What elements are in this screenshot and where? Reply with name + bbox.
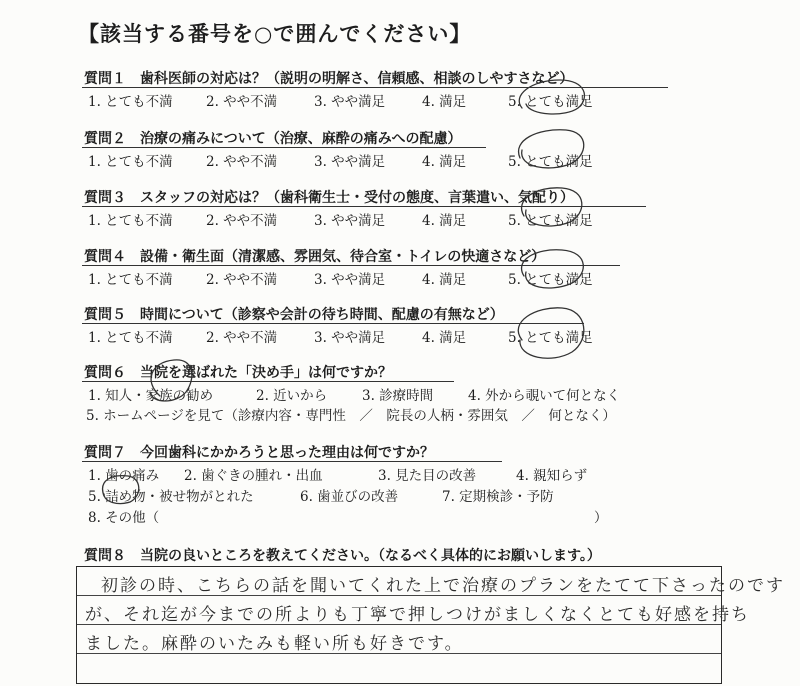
q5-title xyxy=(84,304,504,324)
q7-number: 質問７ xyxy=(84,445,126,461)
q1-text: 歯科医師の対応は？（説明の明解さ、信頼感、相談のしやすさなど） xyxy=(140,71,574,87)
q2-option-2[interactable]: 2. やや不満 xyxy=(206,154,278,170)
q1-title xyxy=(84,68,573,88)
q2-option-1[interactable]: 1. とても不満 xyxy=(88,154,173,170)
q6-number: 質問６ xyxy=(84,365,126,381)
q1-option-3[interactable]: 3. やや満足 xyxy=(314,94,386,110)
q7-option-8-close: ） xyxy=(594,510,608,526)
survey-header: 【該当する番号を○で囲んでください】 xyxy=(78,22,472,46)
q4-option-3[interactable]: 3. やや満足 xyxy=(314,272,386,288)
q5-underline xyxy=(82,323,584,324)
q4-option-1[interactable]: 1. とても不満 xyxy=(88,272,173,288)
q3-text: スタッフの対応は？（歯科衛生士・受付の態度、言葉遣い、気配り） xyxy=(140,190,574,206)
q6-option-1[interactable]: 1. 知人・家族の勧め xyxy=(88,388,214,404)
q6-option-5[interactable]: 5. ホームページを見て（診療内容・専門性 ／ 院長の人柄・雰囲気 ／ 何となく） xyxy=(86,408,616,424)
q6-underline xyxy=(82,381,454,382)
q1-number: 質問１ xyxy=(84,71,126,87)
q6-option-4[interactable]: 4. 外から覗いて何となく xyxy=(468,388,621,404)
q7-option-7[interactable]: 7. 定期検診・予防 xyxy=(442,489,554,505)
q8-answer-box[interactable] xyxy=(76,566,785,684)
q3-option-3[interactable]: 3. やや満足 xyxy=(314,213,386,229)
q5-option-1[interactable]: 1. とても不満 xyxy=(88,330,173,346)
q8-number: 質問８ xyxy=(84,548,126,564)
q4-option-4[interactable]: 4. 満足 xyxy=(422,272,467,288)
q6-option-2[interactable]: 2. 近いから xyxy=(256,388,328,404)
q6-option-3[interactable]: 3. 診療時間 xyxy=(362,388,434,404)
q7-option-1[interactable]: 1. 歯の痛み xyxy=(88,468,160,484)
q4-option-5[interactable]: 5. とても満足 xyxy=(508,272,593,288)
handwritten-answer-line-3: ました。麻酔のいたみも軽い所も好きです。 xyxy=(85,634,464,654)
q1-option-2[interactable]: 2. やや不満 xyxy=(206,94,278,110)
q2-option-5[interactable]: 5. とても満足 xyxy=(508,154,593,170)
q3-option-5[interactable]: 5. とても満足 xyxy=(508,213,593,229)
q1-underline xyxy=(82,87,668,88)
q2-number: 質問２ xyxy=(84,131,126,147)
q3-title xyxy=(84,187,574,207)
q1-option-5[interactable]: 5. とても満足 xyxy=(508,94,593,110)
q5-text: 時間について（診察や会計の待ち時間、配慮の有無など） xyxy=(140,307,504,323)
q4-number: 質問４ xyxy=(84,249,126,265)
q7-option-4[interactable]: 4. 親知らず xyxy=(516,468,588,484)
q7-option-5[interactable]: 5. 詰め物・被せ物がとれた xyxy=(88,489,254,505)
q2-text: 治療の痛みについて（治療、麻酔の痛みへの配慮） xyxy=(140,131,462,147)
q7-text: 今回歯科にかかろうと思った理由は何ですか？ xyxy=(140,445,434,461)
q2-option-3[interactable]: 3. やや満足 xyxy=(314,154,386,170)
handwritten-answer-line-2: が、それ迄が今までの所よりも丁寧で押しつけがましくなくとても好感を持ち xyxy=(85,605,750,625)
q7-option-2[interactable]: 2. 歯ぐきの腫れ・出血 xyxy=(184,468,323,484)
q8-text: 当院の良いところを教えてください。（なるべく具体的にお願いします。） xyxy=(140,548,601,564)
q3-underline xyxy=(82,206,646,207)
q5-number: 質問５ xyxy=(84,307,126,323)
q2-option-4[interactable]: 4. 満足 xyxy=(422,154,467,170)
q8-title xyxy=(84,545,601,565)
q4-option-2[interactable]: 2. やや不満 xyxy=(206,272,278,288)
q2-title xyxy=(84,128,461,148)
q4-title xyxy=(84,246,545,266)
q2-underline xyxy=(82,147,486,148)
q3-option-1[interactable]: 1. とても不満 xyxy=(88,213,173,229)
q1-option-1[interactable]: 1. とても不満 xyxy=(88,94,173,110)
q5-option-5[interactable]: 5. とても満足 xyxy=(508,330,593,346)
q5-option-3[interactable]: 3. やや満足 xyxy=(314,330,386,346)
q3-option-4[interactable]: 4. 満足 xyxy=(422,213,467,229)
q7-option-6[interactable]: 6. 歯並びの改善 xyxy=(300,489,399,505)
q4-text: 設備・衛生面（清潔感、雰囲気、待合室・トイレの快適さなど） xyxy=(140,249,546,265)
handwritten-answer-line-1: 初診の時、こちらの話を聞いてくれた上で治療のプランをたてて下さったのです xyxy=(101,576,785,596)
q1-option-4[interactable]: 4. 満足 xyxy=(422,94,467,110)
q3-option-2[interactable]: 2. やや不満 xyxy=(206,213,278,229)
q7-option-3[interactable]: 3. 見た目の改善 xyxy=(378,468,477,484)
q6-text: 当院を選ばれた「決め手」は何ですか？ xyxy=(140,365,392,381)
q3-number: 質問３ xyxy=(84,190,126,206)
q7-title xyxy=(84,442,434,462)
q7-option-8[interactable]: 8. その他（ xyxy=(88,510,160,526)
q4-underline xyxy=(82,265,620,266)
q5-option-4[interactable]: 4. 満足 xyxy=(422,330,467,346)
q7-underline xyxy=(82,461,502,462)
q5-option-2[interactable]: 2. やや不満 xyxy=(206,330,278,346)
q6-title xyxy=(84,362,392,382)
